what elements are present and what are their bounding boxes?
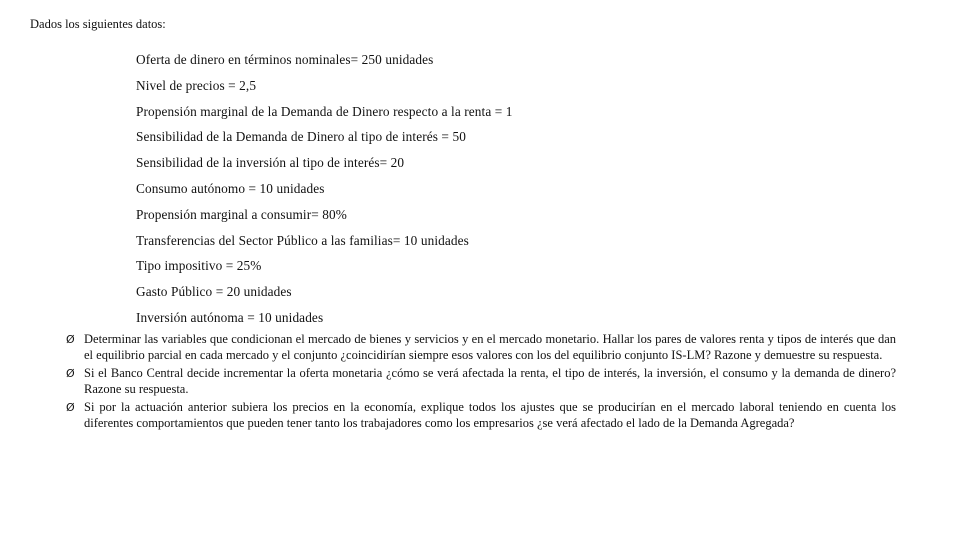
data-item-investment-interest: Sensibilidad de la inversión al tipo de interés= 20 [136, 155, 405, 171]
intro-text: Dados los siguientes datos: [30, 17, 166, 31]
question-item [66, 332, 896, 363]
question-text: Si por la actuación anterior subiera los precios en la economía, explique todos los ajustes que se producirían en el mercado laboral teniendo en cuenta los diferentes comportamientos que pueden tener tanto los trabajadores como los empresarios ¿se verá afectado el lado de la Demanda Agregada? [84, 400, 896, 430]
data-item-price-level: Nivel de precios = 2,5 [136, 77, 257, 93]
arrow-bullet-icon: Ø [66, 367, 75, 380]
question-item [66, 366, 896, 397]
question-text: Si el Banco Central decide incrementar la oferta monetaria ¿cómo se verá afectada la renta, el tipo de interés, la inversión, el consumo y la demanda de dinero? Razone su respuesta. [84, 366, 896, 396]
data-item-autonomous-investment: Inversión autónoma = 10 unidades [136, 309, 324, 325]
data-item-money-demand-income: Propensión marginal de la Demanda de Dinero respecto a la renta = 1 [136, 103, 513, 119]
arrow-bullet-icon: Ø [66, 333, 75, 346]
data-item-money-supply: Oferta de dinero en términos nominales= 250 unidades [136, 52, 434, 67]
data-item-autonomous-consumption: Consumo autónomo = 10 unidades [136, 180, 325, 196]
question-text: Determinar las variables que condicionan el mercado de bienes y servicios y en el mercado monetario. Hallar los pares de valores renta y tipos de interés que dan el equilibrio parcial en cada mercado y el conjunto ¿coincidirían siempre esos valores con los del equilibrio conjunto IS-LM? Razone y demuestre su respuesta. [84, 332, 896, 362]
question-item [66, 400, 896, 431]
given-data-list [136, 50, 513, 334]
data-item-transfers: Transferencias del Sector Público a las familias= 10 unidades [136, 232, 469, 248]
data-item-mpc: Propensión marginal a consumir= 80% [136, 206, 347, 222]
data-item-public-spending: Gasto Público = 20 unidades [136, 284, 292, 300]
data-item-money-demand-interest: Sensibilidad de la Demanda de Dinero al tipo de interés = 50 [136, 129, 466, 145]
question-list [66, 332, 896, 434]
arrow-bullet-icon: Ø [66, 401, 75, 414]
data-item-tax-rate: Tipo impositivo = 25% [136, 258, 262, 274]
